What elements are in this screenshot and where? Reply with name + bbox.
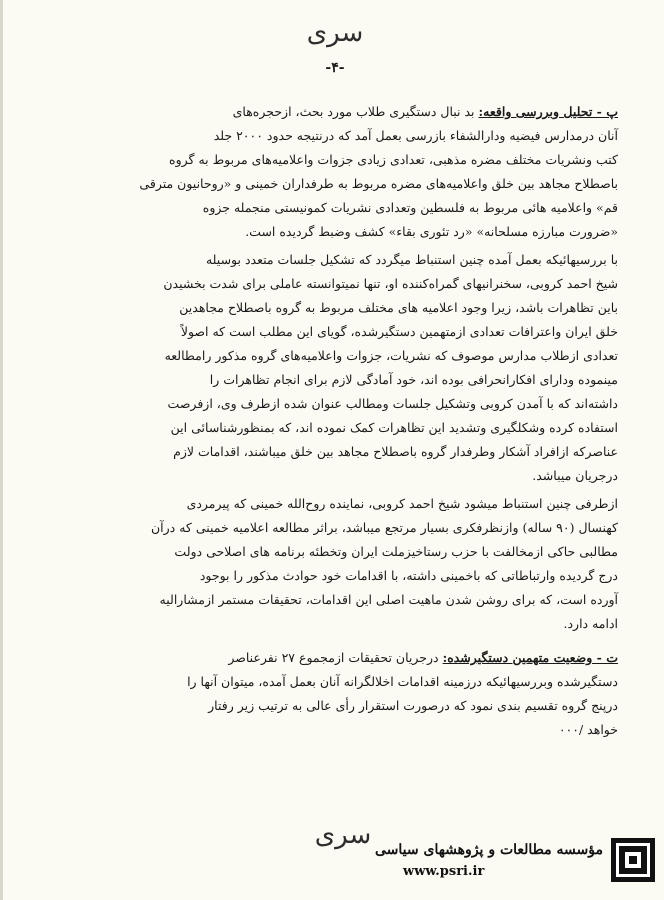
text-line: درجریان تحقیقات ازمجموع ۲۷ نفرعناصر (228, 650, 439, 665)
paragraph-karroubi (58, 492, 618, 636)
text-line: درپنج گروه تقسیم بندی نمود که درصورت استقرار رأی عالی به ترتیب زیر رفتار (208, 698, 618, 713)
text-line: بد نبال دستگیری طلاب مورد بحث، ازحجره‌های (232, 104, 475, 119)
document-body (58, 100, 618, 742)
text-line: ادامه دارد. (563, 616, 618, 631)
text-line: مینموده ودارای افکارانحرافی بوده اند، خود آمادگی لازم برای انجام تظاهرات را (209, 372, 618, 387)
org-logo-icon (611, 838, 655, 882)
text-line: کهنسال (۹۰ ساله) وازنظرفکری بسیار مرتجع میباشد، براثر مطالعه اعلامیه خمینی که درآن (150, 520, 618, 535)
text-line: «ضرورت مبارزه مسلحانه» «رد تئوری بقاء» کشف وضبط گردیده است. (245, 224, 618, 239)
text-line: عناصرکه ازافراد آشکار وطرفدار گروه باصطلاح مجاهد بین خلق میباشند، اقدامات لازم (173, 444, 618, 459)
text-line: درج گردیده وارتباطاتی که باخمینی داشته، با اقدامات خود حوادث مذکور را بوجود (199, 568, 618, 583)
text-line: خلق ایران واعترافات تعدادی ازمتهمین دستگیرشده، گویای این مطلب است که اصولاً (180, 324, 618, 339)
text-line: شیخ احمد کروبی، سخنرانیهای گمراه‌کننده او، تنها نمیتوانسته عاملی برای شدت بخشیدن (163, 276, 618, 291)
text-line: کتب ونشریات مختلف مضره مذهبی، تعدادی زیادی جزوات واعلامیه‌های مربوط به گروه (169, 152, 618, 167)
text-line: آنان درمدارس فیضیه ودارالشفاء بازرسی بعمل آمد که درنتیجه حدود ۲۰۰۰ جلد (213, 128, 618, 143)
section-t-heading-line (58, 646, 618, 670)
text-line: باین تظاهرات باشد، زیرا وجود اعلامیه های مختلف مربوط به گروه باصطلاح مجاهدین (179, 300, 618, 315)
text-line: باصطلاح مجاهد بین خلق واعلامیه‌های مضره مربوط به طرفداران خمینی و «روحانیون مترقی (139, 176, 618, 191)
org-name: مؤسسه مطالعات و پژوهشهای سیاسی (375, 842, 603, 858)
text-line: قم» واعلامیه هائی مربوط به فلسطین وتعدادی نشریات کمونیستی منجمله جزوه (202, 200, 618, 215)
text-line: خواهد /۰۰۰ (558, 722, 618, 737)
text-line: درجریان میباشد. (532, 468, 618, 483)
text-line: تعدادی ازطلاب مدارس موصوف که نشریات، جزوات واعلامیه‌های گروه مذکور رامطالعه (164, 348, 618, 363)
footer-watermark (333, 842, 603, 879)
text-line: مطالبی حاکی ازمخالفت با حزب رستاخیزملت ایران وتخطئه برنامه های اصلاحی دولت (174, 544, 618, 559)
page-number: -۴- (325, 60, 345, 76)
text-line: دستگیرشده وبررسیهائیکه درزمینه اقدامات اخلالگرانه آنان بعمل آمده، میتوان آنها را (187, 674, 618, 689)
section-t-title: ت - وضعیت متهمین دستگیرشده: (442, 650, 618, 665)
text-line: ازطرفی چنین استنباط میشود شیخ احمد کروبی، نماینده روح‌الله خمینی که پیرمردی (186, 496, 618, 511)
text-line: داشته‌اند که با آمدن کروبی وتشکیل جلسات ومطالب عنوان شده ازطرف وی، ازفرصت (167, 396, 618, 411)
section-p-title: پ - تحلیل وبررسی واقعه: (478, 104, 618, 119)
org-url[interactable]: www.psri.ir (403, 864, 485, 879)
classification-stamp-top: سری (306, 18, 364, 48)
text-line: با بررسیهائیکه بعمل آمده چنین استنباط میگردد که تشکیل جلسات متعدد بوسیله (205, 252, 618, 267)
paragraph-analysis (58, 248, 618, 488)
text-line: استفاده کرده وشکلگیری وتشدید این تظاهرات کمک نموده اند، که بمنظورشناسائی این (170, 420, 618, 435)
text-line: آورده است، که برای روشن شدن ماهیت اصلی این اقدامات، تحقیقات مستمر ازمشارالیه (159, 592, 618, 607)
section-p-heading-line (58, 100, 618, 124)
section-t (58, 646, 618, 742)
classification-stamp-bottom: سری (314, 820, 372, 850)
section-p (58, 100, 618, 244)
